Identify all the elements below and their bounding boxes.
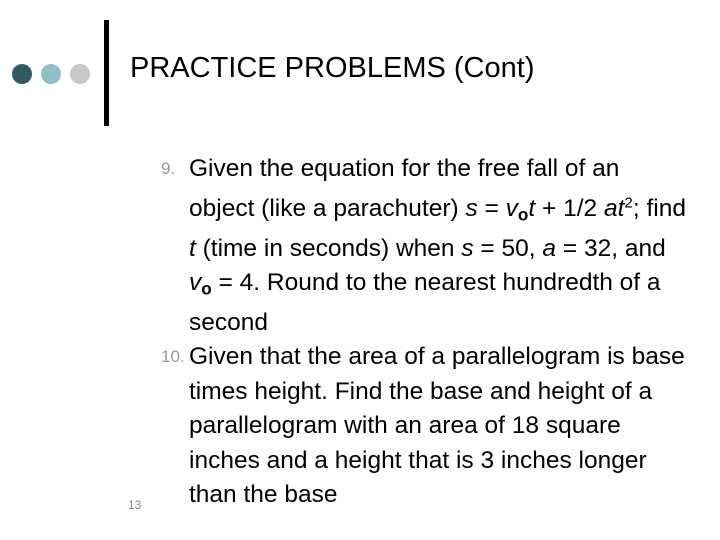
problem-list	[161, 152, 691, 513]
slide-title: PRACTICE PROBLEMS (Cont)	[130, 52, 535, 84]
problem-number: 10.	[161, 347, 185, 367]
problem-number: 9.	[161, 159, 176, 178]
decorative-dot-gray	[70, 64, 90, 84]
decorative-dot-dark	[12, 64, 32, 84]
title-divider	[104, 20, 109, 126]
decorative-dot-light	[41, 64, 61, 84]
page-number: 13	[128, 498, 142, 512]
problem-text: Given that the area of a parallelogram is base times height. Find the base and height of a parallelogram with an area of 18 square inches and a height that is 3 inches longer than the base	[189, 343, 685, 509]
problem-9	[161, 152, 691, 340]
problem-10	[161, 340, 691, 513]
problem-text: Given the equation for the free fall of an object (like a parachuter) $s = v_ot + 1/2$ $at^2$; find t (time in seconds) when s = 50, a = 32, and $v_o = 4$. Round to the nearest hundredth of a second	[189, 155, 686, 336]
